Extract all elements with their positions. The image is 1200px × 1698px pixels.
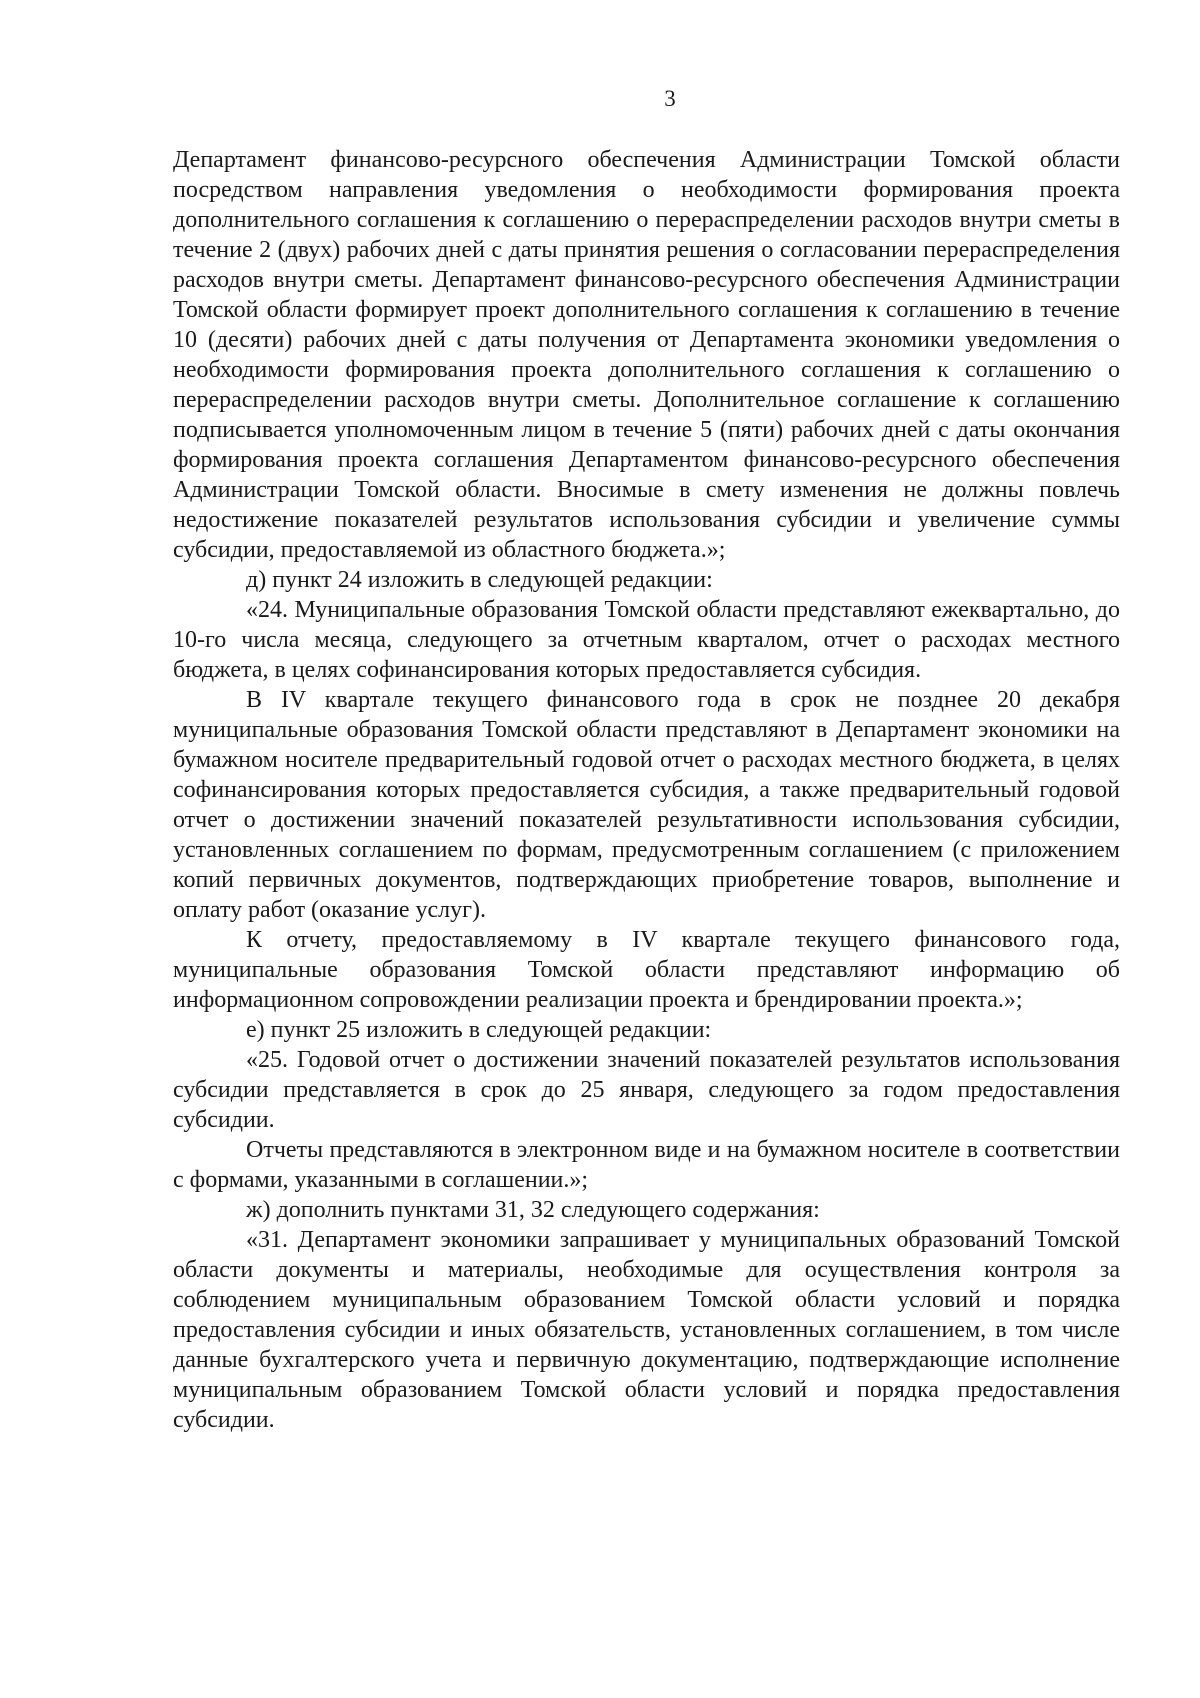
paragraph-clause-31: «31. Департамент экономики запрашивает у муниципальных образований Томской области документы и материалы, необходимые для осуществления контроля за соблюдением муниципальным образованием Томской области условий и порядка предоставления субсидии и иных обязательств, установленных соглашением, в том числе данные бухгалтерского учета и первичную документацию, подтверждающие исполнение муниципальным образованием Томской области условий и порядка предоставления субсидии.	[173, 1227, 1120, 1433]
paragraph-q4-report: В IV квартале текущего финансового года в срок не позднее 20 декабря муниципальные образования Томской области представляют в Департамент экономики на бумажном носителе предварительный годовой отчет о расходах местного бюджета, в целях софинансирования которых предоставляется субсидия, а также предварительный годовой отчет о достижении значений показателей результативности использования субсидии, установленных соглашением по формам, предусмотренным соглашением (с приложением копий первичных документов, подтверждающих приобретение товаров, выполнение и оплату работ (оказание услуг).	[173, 687, 1120, 923]
paragraph-clause-24: «24. Муниципальные образования Томской области представляют ежеквартально, до 10-го числа месяца, следующего за отчетным кварталом, отчет о расходах местного бюджета, в целях софинансирования которых предоставляется субсидия.	[173, 597, 1120, 683]
paragraph-q4-info: К отчету, предоставляемому в IV квартале текущего финансового года, муниципальные образования Томской области представляют информацию об информационном сопровождении реализации проекта и брендировании проекта.»;	[173, 927, 1120, 1013]
paragraph-item-d: д) пункт 24 изложить в следующей редакции:	[246, 567, 713, 593]
paragraph-continuation: Департамент финансово-ресурсного обеспечения Администрации Томской области посредством направления уведомления о необходимости формирования проекта дополнительного соглашения к соглашению о перераспределении расходов внутри сметы в течение 2 (двух) рабочих дней с даты принятия решения о согласовании перераспределения расходов внутри сметы. Департамент финансово-ресурсного обеспечения Администрации Томской области формирует проект дополнительного соглашения к соглашению в течение 10 (десяти) рабочих дней с даты получения от Департамента экономики уведомления о необходимости формирования проекта дополнительного соглашения к соглашению о перераспределении расходов внутри сметы. Дополнительное соглашение к соглашению подписывается уполномоченным лицом в течение 5 (пяти) рабочих дней с даты окончания формирования проекта соглашения Департаментом финансово-ресурсного обеспечения Администрации Томской области. Вносимые в смету изменения не должны повлечь недостижение показателей результатов использования субсидии и увеличение суммы субсидии, предоставляемой из областного бюджета.»;	[173, 147, 1120, 563]
paragraph-reports-format: Отчеты представляются в электронном виде и на бумажном носителе в соответствии с формами, указанными в соглашении.»;	[173, 1137, 1120, 1193]
page-number: 3	[664, 86, 676, 111]
paragraph-item-e: е) пункт 25 изложить в следующей редакции:	[246, 1017, 712, 1043]
paragraph-item-zh: ж) дополнить пунктами 31, 32 следующего содержания:	[246, 1197, 820, 1223]
document-body	[173, 145, 1120, 1435]
paragraph-clause-25: «25. Годовой отчет о достижении значений показателей результатов использования субсидии представляется в срок до 25 января, следующего за годом предоставления субсидии.	[173, 1047, 1120, 1133]
